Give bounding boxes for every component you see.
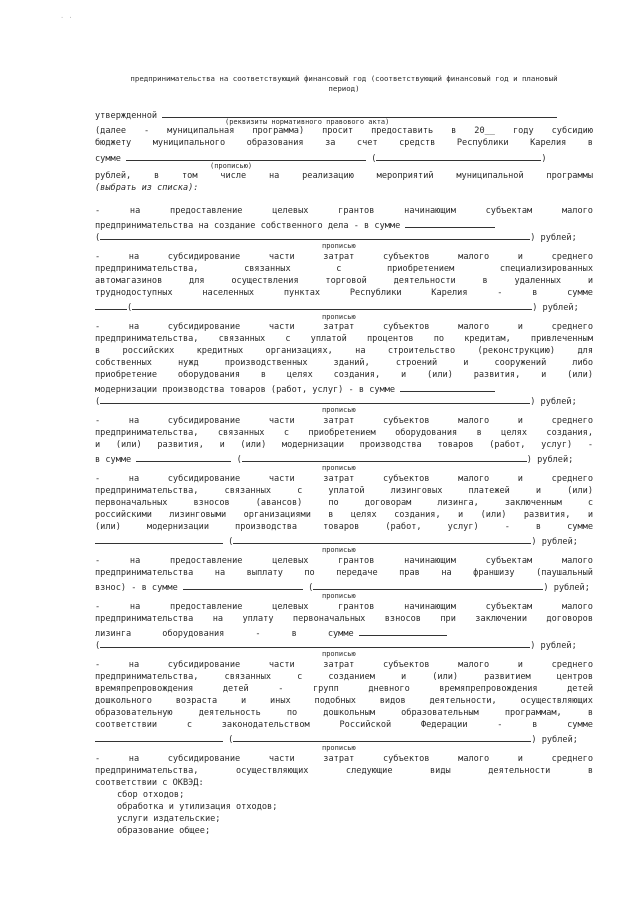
item-2-caption: прописью xyxy=(322,313,356,321)
item-9-line-3: соответствии с ОКВЭД: xyxy=(95,778,204,788)
item-4-caption: прописью xyxy=(322,464,356,472)
okved-item-2: обработка и утилизация отходов; xyxy=(117,802,278,812)
item-5-amount: ( ) рублей; xyxy=(95,534,578,548)
item-6-caption: прописью xyxy=(322,592,356,600)
item-3-line-6: модернизации производства товаров (работ, услуг) - в сумме xyxy=(95,382,495,396)
item-2-line-4: труднодоступных населенных пунктах Республики Карелия - в сумме xyxy=(95,288,593,298)
item-7-line-2: предпринимательства на уплату первоначальных взносов при заключении договоров xyxy=(95,614,593,624)
item-6-line-2: предпринимательства на выплату по передаче прав на франшизу (паушальный xyxy=(95,568,593,578)
item-6-amount: взнос) - в сумме ( ) рублей; xyxy=(95,580,590,594)
summe-label: сумме xyxy=(95,154,121,164)
item-5-caption: прописью xyxy=(322,546,356,554)
item-6-line-1: - на предоставление целевых грантов начинающим субъектам малого xyxy=(95,556,593,566)
item-8-line-3: времяпрепровождения детей - групп дневного времяпрепровождения детей xyxy=(95,684,593,694)
item-5-line-4: российскими лизинговыми организациями в целях создания, и (или) развития, и xyxy=(95,510,593,520)
item-3-line-1: - на субсидирование части затрат субъектов малого и среднего xyxy=(95,322,593,332)
item-4-line-3: и (или) развития, и (или) модернизации производства товаров (работ, услуг) - xyxy=(95,440,593,450)
propis-caption: (прописью) xyxy=(210,162,253,170)
item-8-line-2: предпринимательства, связанных с созданием и (или) развитием центров xyxy=(95,672,593,682)
item-8-amount: ( ) рублей; xyxy=(95,732,578,746)
item-3-line-4: собственных нужд производственных зданий, строений и сооружений либо xyxy=(95,358,593,368)
intro-line-a: (далее - муниципальная программа) просит предоставить в 20__ году субсидию xyxy=(95,126,593,136)
item-7-line-3: лизинга оборудования - в сумме xyxy=(95,626,447,640)
item-7-line-1: - на предоставление целевых грантов начинающим субъектам малого xyxy=(95,602,593,612)
item-9-line-2: предпринимательства, осуществляющих следующие виды деятельности в xyxy=(95,766,593,776)
item-1-caption: прописью xyxy=(322,242,356,250)
item-8-line-4: дошкольного возраста и иных подобных видов деятельности, осуществляющих xyxy=(95,696,593,706)
item-1-line-2: предпринимательства на создание собственного дела - в сумме xyxy=(95,218,495,232)
item-3-line-5: приобретение оборудования в целях создания, и (или) развития, и (или) xyxy=(95,370,593,380)
item-5-line-3: первоначальных взносов (авансов) по договорам лизинга, заключенным с xyxy=(95,498,593,508)
summe-propis-blank xyxy=(376,151,541,161)
header-line-2: период) xyxy=(328,84,360,93)
intro-line-b: бюджету муниципального образования за счет средств Республики Карелия в xyxy=(95,138,593,148)
item-4-amount: в сумме ( ) рублей; xyxy=(95,452,573,466)
approved-label: утвержденной xyxy=(95,111,158,121)
item-9-line-1: - на субсидирование части затрат субъектов малого и среднего xyxy=(95,754,593,764)
item-8-caption: прописью xyxy=(322,744,356,752)
summe-line: сумме ( ) xyxy=(95,151,547,165)
item-2-line-1: - на субсидирование части затрат субъектов малого и среднего xyxy=(95,252,593,262)
item-3-line-3: в российских кредитных организациях, на строительство (реконструкцию) для xyxy=(95,346,593,356)
item-4-line-2: предпринимательства, связанных с приобретением оборудования в целях создания, xyxy=(95,428,593,438)
item-7-caption: прописью xyxy=(322,650,356,658)
item-2-line-2: предпринимательства, связанных с приобретением специализированных xyxy=(95,264,593,274)
item-2-line-3: автомагазинов для осуществления торговой деятельности в удаленных и xyxy=(95,276,593,286)
item-8-line-5: образовательную деятельность по дошкольным образовательным программам, в xyxy=(95,708,593,718)
item-5-line-2: предпринимательства, связанных с уплатой лизинговых платежей и (или) xyxy=(95,486,593,496)
okved-item-3: услуги издательские; xyxy=(117,814,221,824)
item-8-line-1: - на субсидирование части затрат субъектов малого и среднего xyxy=(95,660,593,670)
okved-item-1: сбор отходов; xyxy=(117,790,185,800)
choose-from-list: (выбрать из списка): xyxy=(95,183,199,193)
okved-item-4: образование общее; xyxy=(117,826,211,836)
item-3-line-2: предпринимательства, связанных с уплатой процентов по кредитам, привлеченным xyxy=(95,334,593,344)
corner-mark: · · xyxy=(60,14,73,22)
item-1-line-1: - на предоставление целевых грантов начинающим субъектам малого xyxy=(95,206,593,216)
intro-line-c: рублей, в том числе на реализацию мероприятий муниципальной программы xyxy=(95,171,593,181)
item-3-caption: прописью xyxy=(322,406,356,414)
item-5-line-1: - на субсидирование части затрат субъектов малого и среднего xyxy=(95,474,593,484)
item-4-line-1: - на субсидирование части затрат субъектов малого и среднего xyxy=(95,416,593,426)
item-5-line-5: (или) модернизации производства товаров (работ, услуг) - в сумме xyxy=(95,522,593,532)
requisites-caption: (реквизиты нормативного правового акта) xyxy=(225,118,390,126)
item-1-amount: ( ) рублей; xyxy=(95,230,577,244)
item-8-line-6: соответствии с законодательством Российской Федерации - в сумме xyxy=(95,720,593,730)
item-3-amount: ( ) рублей; xyxy=(95,394,577,408)
summe-blank xyxy=(126,151,366,161)
item-7-amount: ( ) рублей; xyxy=(95,638,577,652)
item-2-amount: ( ) рублей; xyxy=(95,300,579,314)
header-line-1: предпринимательства на соответствующий финансовый год (соответствующий финансовый год и плановый xyxy=(130,74,558,83)
